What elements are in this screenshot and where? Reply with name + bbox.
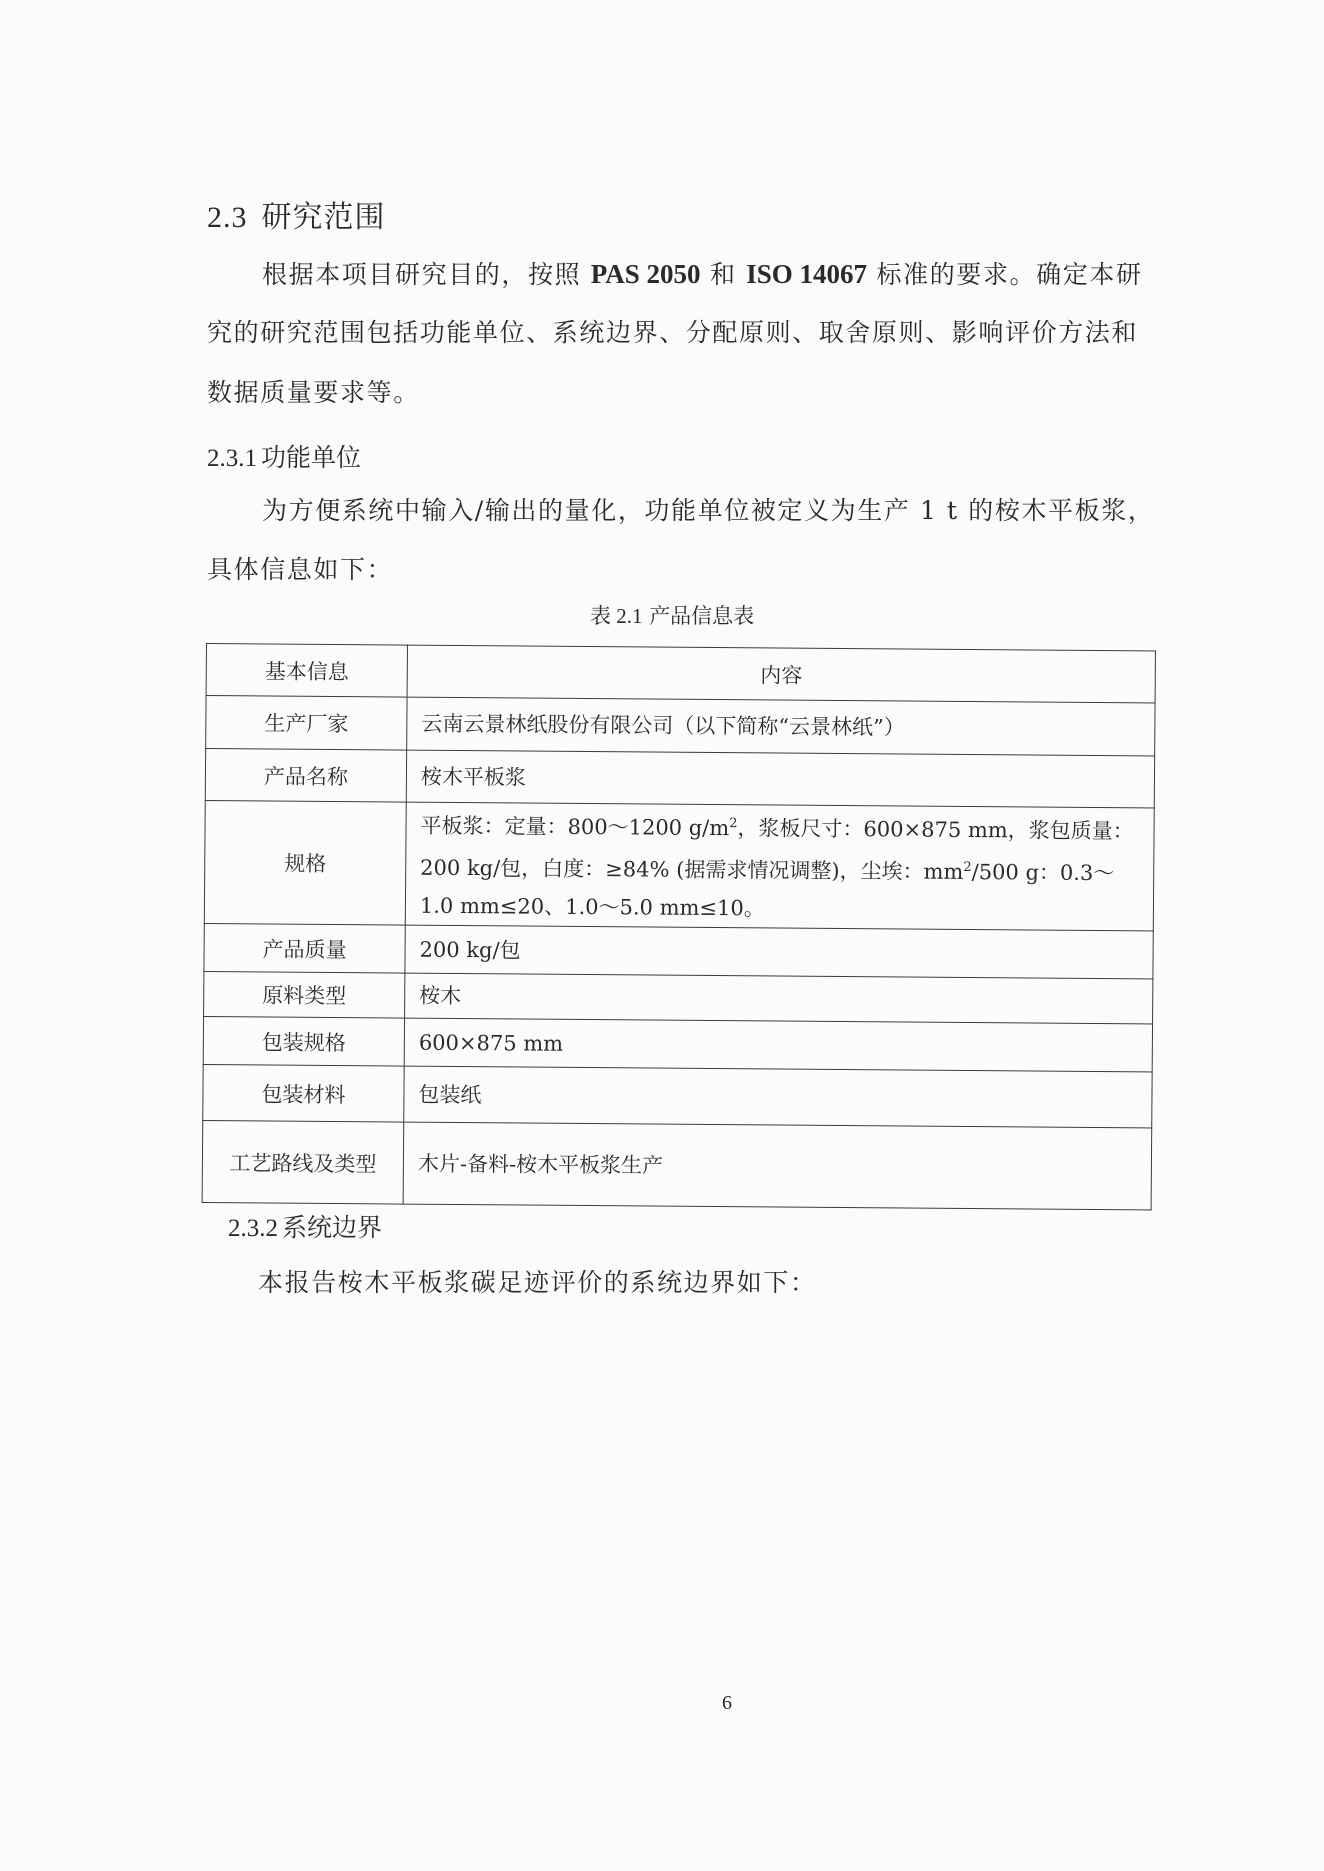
row-key: 原料类型: [204, 971, 405, 1018]
spec-superscript: 2: [729, 816, 738, 832]
intro-line-3: 数据质量要求等。: [207, 378, 420, 407]
row-key: 工艺路线及类型: [202, 1120, 404, 1204]
subsection-heading-functional-unit: [207, 438, 361, 474]
intro-text: 标准的要求。确定本研: [867, 260, 1143, 289]
row-key: 规格: [204, 800, 406, 925]
intro-text: 和: [700, 260, 747, 289]
row-key: 生产厂家: [206, 696, 407, 751]
table-row: [206, 696, 1155, 756]
table-row: [203, 1016, 1152, 1071]
spec-line-1: [420, 803, 1139, 851]
row-key: 产品名称: [205, 749, 406, 803]
row-value: 600×875 mm: [404, 1018, 1152, 1072]
spec-text: ，浆板尺寸：600×875 mm，浆包质量：: [737, 816, 1134, 844]
row-value: 200 kg/包: [405, 925, 1153, 979]
table-caption-text: 产品信息表: [649, 604, 755, 628]
intro-line-1: [262, 255, 1143, 291]
row-value: 包装纸: [404, 1066, 1152, 1128]
table-row: [202, 1120, 1152, 1209]
table-row: [204, 800, 1154, 930]
table-caption-number: 表 2.1: [590, 604, 643, 628]
spec-text: /500 g：0.3～: [971, 860, 1115, 886]
header-basic-info: 基本信息: [206, 644, 407, 698]
subsection-heading-system-boundary: [228, 1208, 382, 1244]
table-caption: [590, 600, 754, 630]
table-row: [203, 1064, 1152, 1127]
intro-line-2: 究的研究范围包括功能单位、系统边界、分配原则、取舍原则、影响评价方法和: [207, 318, 1139, 347]
spec-superscript: 2: [963, 859, 972, 876]
table-row: [204, 923, 1153, 978]
spec-line-3: 1.0 mm≤20、1.0～5.0 mm≤10。: [419, 893, 765, 921]
subsection-number: 2.3.2: [228, 1215, 278, 1242]
section-heading: [207, 192, 386, 236]
section-number: 2.3: [207, 201, 248, 234]
spec-text: 平板浆：定量：800～1200 g/m: [420, 813, 730, 841]
row-value-spec: [405, 802, 1154, 931]
header-content: 内容: [407, 645, 1155, 703]
section-title: 研究范围: [261, 200, 386, 235]
row-value: 桉木: [405, 973, 1153, 1024]
spec-text: 200 kg/包，白度：≥84% (据需求情况调整)，尘埃：mm: [420, 855, 964, 884]
system-boundary-line-1: 本报告桉木平板浆碳足迹评价的系统边界如下：: [258, 1268, 817, 1297]
row-value: 云南云景林纸股份有限公司（以下简称“云景林纸”）: [407, 697, 1155, 756]
standard-pas2050: PAS 2050: [590, 259, 701, 289]
spec-line-2: [420, 845, 1139, 893]
table-header-row: [206, 644, 1155, 703]
standard-iso14067: ISO 14067: [746, 259, 867, 289]
row-key: 产品质量: [204, 923, 405, 973]
row-key: 包装规格: [203, 1016, 404, 1066]
functional-unit-line-1: 为方便系统中输入/输出的量化，功能单位被定义为生产 1 t 的桉木平板浆，: [262, 496, 1155, 525]
subsection-title: 系统边界: [282, 1213, 383, 1242]
page-number: 6: [722, 1692, 732, 1714]
row-key: 包装材料: [203, 1064, 404, 1122]
row-value: 桉木平板浆: [406, 750, 1154, 808]
table-row: [204, 971, 1153, 1023]
subsection-number: 2.3.1: [207, 445, 257, 472]
functional-unit-line-2: 具体信息如下：: [207, 555, 394, 584]
row-value: 木片-备料-桉木平板浆生产: [403, 1122, 1152, 1210]
intro-text: 根据本项目研究目的，按照: [262, 260, 591, 289]
product-info-table: [202, 643, 1156, 1210]
table-row: [205, 749, 1154, 808]
subsection-title: 功能单位: [261, 443, 362, 472]
